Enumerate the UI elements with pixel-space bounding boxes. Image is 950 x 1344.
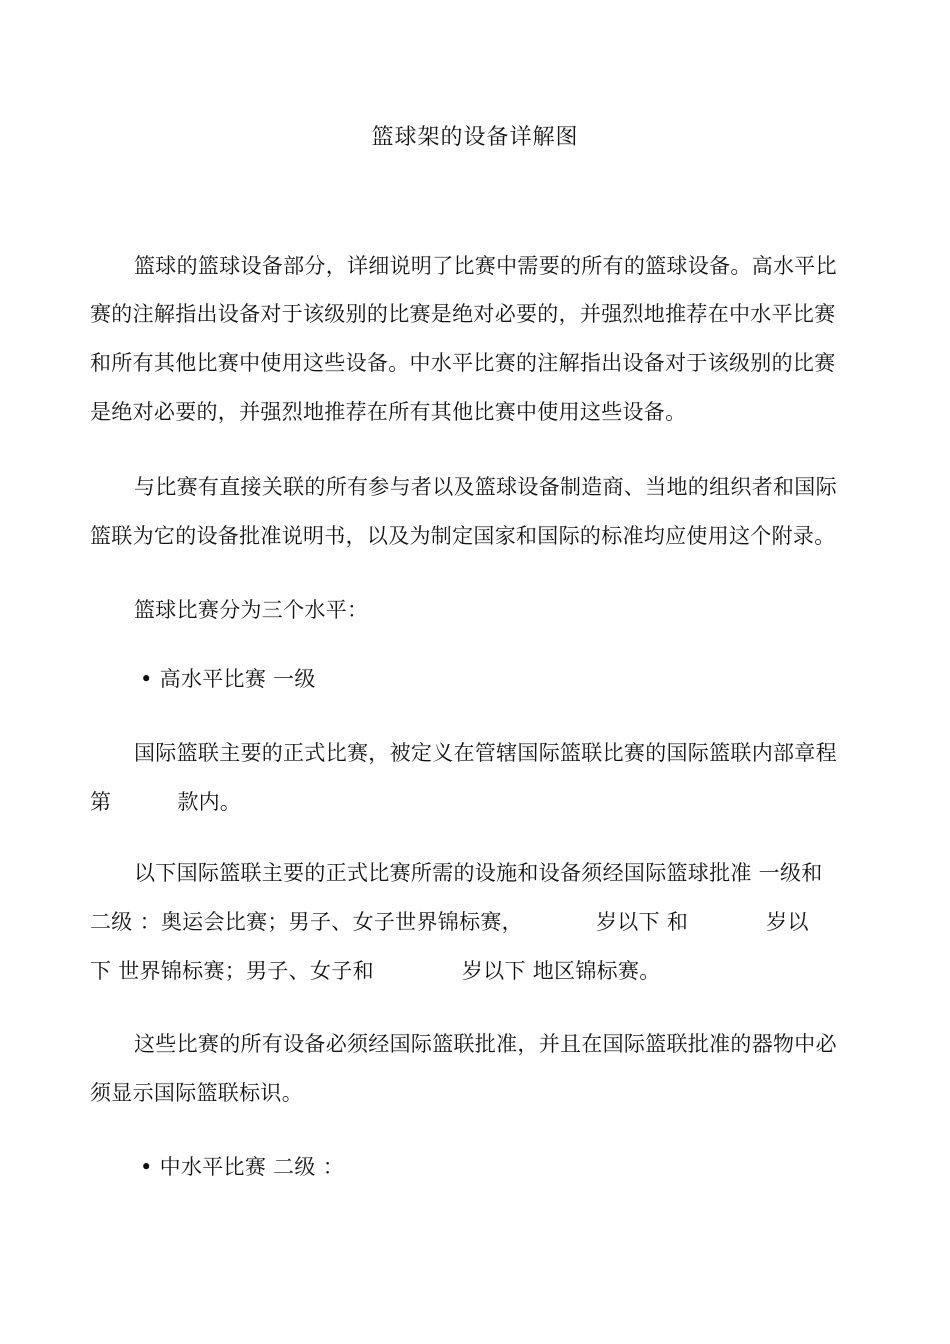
paragraph-5-line-3-part-b: 岁以下 地区锦标赛。 — [461, 959, 661, 983]
paragraph-6-line-2: 须显示国际篮联标识。 — [90, 1081, 303, 1105]
document-title: 篮球架的设备详解图 — [371, 125, 579, 150]
paragraph-1-line-2: 赛的注解指出设备对于该级别的比赛是绝对必要的，并强烈地推荐在中水平比赛 — [90, 302, 836, 326]
paragraph-5-line-2-part-c: 岁以 — [766, 910, 809, 934]
paragraph-5-line-1: 以下国际篮联主要的正式比赛所需的设施和设备须经国际篮球批准 一级和 — [134, 861, 823, 885]
paragraph-2-line-1: 与比赛有直接关联的所有参与者以及篮球设备制造商、当地的组织者和国际 — [134, 475, 837, 499]
paragraph-1-line-4: 是绝对必要的，并强烈地推荐在所有其他比赛中使用这些设备。 — [90, 400, 687, 424]
paragraph-4-line-2-start: 第 — [90, 790, 112, 814]
paragraph-6-line-1: 这些比赛的所有设备必须经国际篮联批准，并且在国际篮联批准的器物中必 — [134, 1032, 837, 1056]
paragraph-1-line-3: 和所有其他比赛中使用这些设备。中水平比赛的注解指出设备对于该级别的比赛 — [90, 351, 836, 375]
paragraph-5-line-2 — [90, 908, 860, 936]
bullet-mid-level: • 中水平比赛 二级 ： — [140, 1155, 345, 1179]
paragraph-4-line-2 — [90, 788, 860, 816]
paragraph-2-line-2: 篮联为它的设备批准说明书，以及为制定国家和国际的标准均应使用这个附录。 — [90, 524, 836, 548]
paragraph-5-line-2-part-a: 二级 ：奥运会比赛；男子、女子世界锦标赛， — [90, 910, 523, 934]
bullet-high-level: • 高水平比赛 一级 — [140, 667, 316, 691]
paragraph-5-line-3-part-a: 下 世界锦标赛；男子、女子和 — [90, 959, 374, 983]
paragraph-5-line-3 — [90, 957, 860, 985]
paragraph-5-line-2-part-b: 岁以下 和 — [595, 910, 689, 934]
paragraph-4-line-1: 国际篮联主要的正式比赛，被定义在管辖国际篮联比赛的国际篮联内部章程 — [134, 741, 837, 765]
paragraph-3: 篮球比赛分为三个水平： — [134, 598, 369, 622]
paragraph-4-line-2-end: 款内。 — [177, 790, 242, 814]
paragraph-1-line-1: 篮球的篮球设备部分，详细说明了比赛中需要的所有的篮球设备。高水平比 — [134, 254, 837, 278]
